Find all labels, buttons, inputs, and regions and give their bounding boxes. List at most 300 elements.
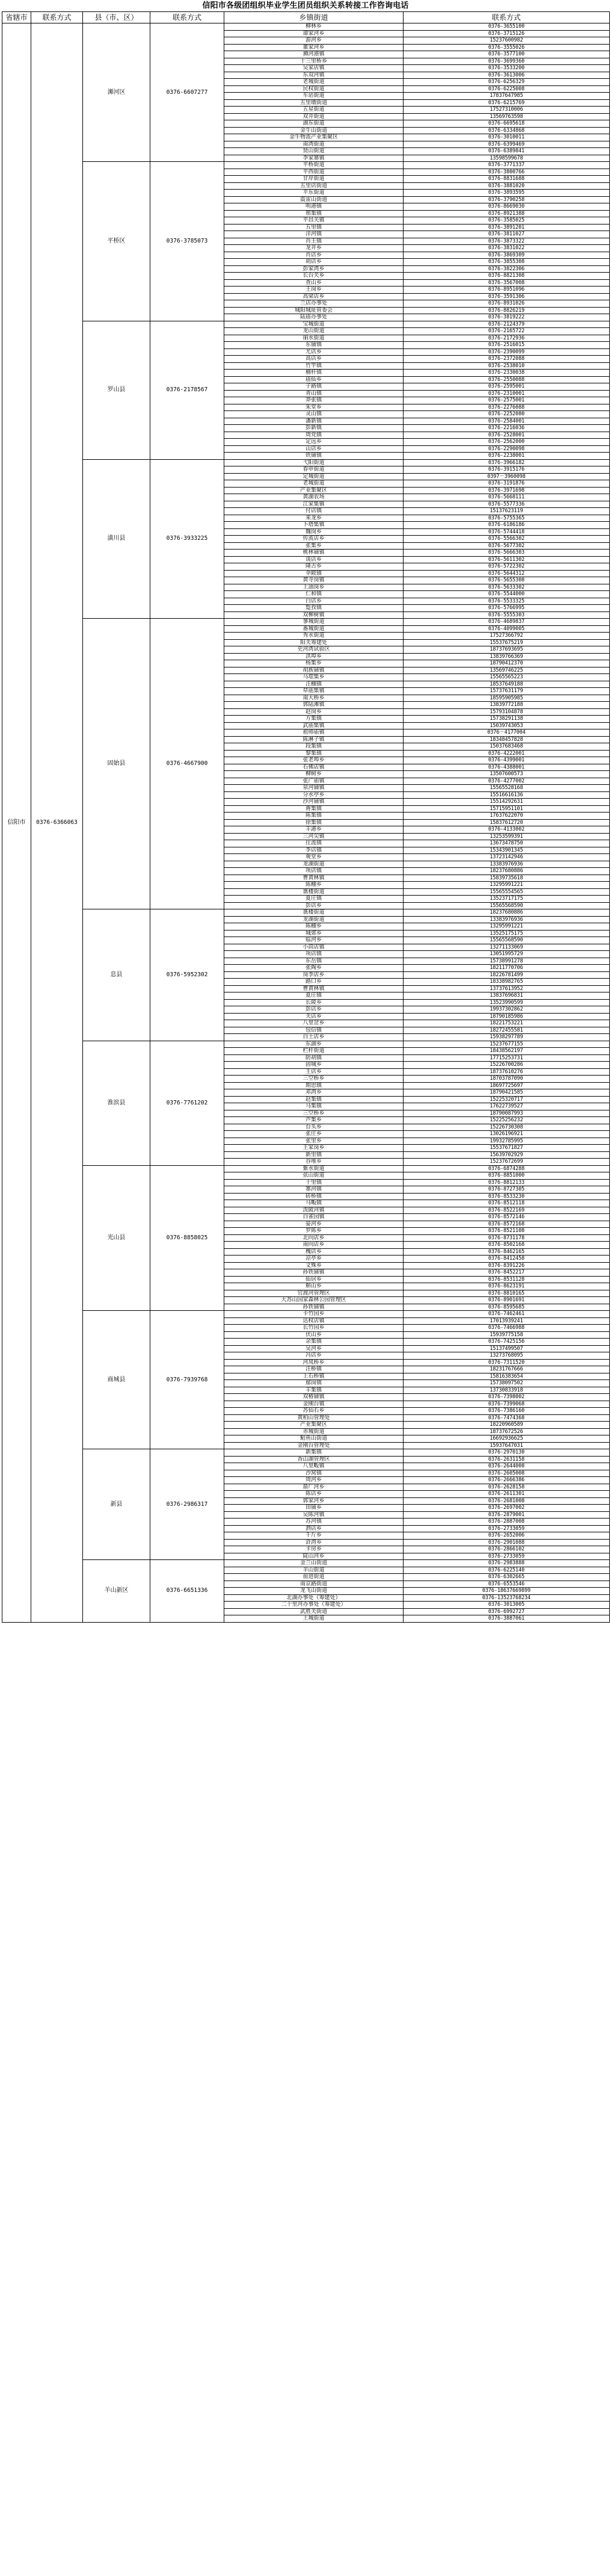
town-phone-cell: 0376-8810165 [404, 1290, 610, 1297]
town-phone-cell: 0376-4388001 [404, 764, 610, 771]
town-phone-cell: 0376-3869309 [404, 252, 610, 259]
town-name-cell: 余集镇 [224, 1339, 404, 1346]
town-name-cell: 五星街道 [224, 107, 404, 114]
town-phone-cell: 0376-2605008 [404, 1470, 610, 1477]
town-name-cell: 伞陂镇 [224, 570, 404, 577]
county-name-cell: 固始县 [83, 619, 150, 909]
town-name-cell: 金牛山街道 [224, 127, 404, 134]
town-name-cell: 吴陈河镇 [224, 1511, 404, 1519]
town-name-cell: 曹黄林镇 [224, 875, 404, 882]
town-phone-cell: 0376-2562000 [404, 439, 610, 446]
town-name-cell: 临河乡 [224, 937, 404, 944]
town-name-cell: 明港镇 [224, 203, 404, 211]
town-phone-cell: 0376-7462461 [404, 1311, 610, 1318]
town-name-cell: 双井街道 [224, 113, 404, 120]
table-row [2, 1165, 610, 1172]
town-phone-cell: 0376-3800766 [404, 169, 610, 176]
town-name-cell: 田铺乡 [224, 1505, 404, 1512]
town-name-cell: 平西街道 [224, 169, 404, 176]
town-name-cell: 东双河镇 [224, 72, 404, 79]
town-phone-cell: 0376-4277002 [404, 778, 610, 785]
town-name-cell: 金刚台管理处 [224, 1442, 404, 1449]
town-phone-cell: 0376-3613006 [404, 72, 610, 79]
town-name-cell: 陡山河乡 [224, 1553, 404, 1560]
town-phone-cell: 0376-3715126 [404, 30, 610, 37]
town-name-cell: 夏庄镇 [224, 992, 404, 1000]
town-phone-cell: 0376-5544000 [404, 591, 610, 598]
town-name-cell: 桃林铺镇 [224, 550, 404, 557]
town-name-cell: 北湖办事处（筹建处） [224, 1594, 404, 1602]
town-name-cell: 双椿铺镇 [224, 1394, 404, 1401]
town-name-cell: 马集镇 [224, 1103, 404, 1110]
town-name-cell: 潘新镇 [224, 418, 404, 425]
town-name-cell: 张老埠乡 [224, 757, 404, 764]
town-name-cell: 龙湖街道 [224, 916, 404, 923]
town-name-cell: 曹黄林镇 [224, 985, 404, 992]
town-name-cell: 彭新镇 [224, 425, 404, 432]
town-name-cell: 兰店办事处 [224, 300, 404, 308]
town-name-cell: 香山湖管理区 [224, 1456, 404, 1463]
town-name-cell: 传流店乡 [224, 536, 404, 543]
town-phone-cell: 0376-3893595 [404, 190, 610, 197]
town-name-cell: 前进街道 [224, 1574, 404, 1581]
town-phone-cell: 0376-6553546 [404, 1581, 610, 1588]
town-phone-cell: 0376-2390099 [404, 348, 610, 356]
town-name-cell: 晏河乡 [224, 1221, 404, 1228]
town-phone-cell: 19937302862 [404, 1006, 610, 1014]
town-phone-cell: 15939775158 [404, 1331, 610, 1339]
town-name-cell: 防胡镇 [224, 1054, 404, 1062]
town-name-cell: 李店镇 [224, 847, 404, 854]
county-name-cell: 潢川县 [83, 459, 150, 619]
town-name-cell: 沙窝镇 [224, 1470, 404, 1477]
town-name-cell: 黄湖农场 [224, 494, 404, 501]
town-name-cell: 鲇鱼山街道 [224, 1435, 404, 1443]
town-phone-cell: 13673478750 [404, 840, 610, 847]
town-name-cell: 庙仙乡 [224, 376, 404, 383]
town-name-cell: 产业集聚区 [224, 1422, 404, 1429]
town-name-cell: 仁和镇 [224, 591, 404, 598]
town-name-cell: 三空桥乡 [224, 1076, 404, 1083]
town-phone-cell: 0376-3585025 [404, 217, 610, 224]
town-name-cell: 紫水街道 [224, 1165, 404, 1172]
town-phone-cell: 15738291138 [404, 716, 610, 723]
town-name-cell: 宝城街道 [224, 321, 404, 328]
page-title: 信阳市各级团组织毕业学生团员组织关系转接工作咨询电话 [202, 1, 409, 10]
town-phone-cell: 0376-6186186 [404, 522, 610, 529]
town-name-cell: 车站街道 [224, 93, 404, 100]
town-phone-cell: 17837647985 [404, 93, 610, 100]
town-phone-cell: 13383976936 [404, 916, 610, 923]
town-name-cell: 张陶乡 [224, 965, 404, 972]
town-name-cell: 千斤乡 [224, 1532, 404, 1540]
town-name-cell: 河凤桥乡 [224, 1359, 404, 1366]
town-phone-cell: 0376-3855308 [404, 259, 610, 266]
table-row [2, 1311, 610, 1318]
town-phone-cell: 15565565223 [404, 674, 610, 681]
town-name-cell: 段集镇 [224, 743, 404, 751]
town-name-cell: 竹竿镇 [224, 362, 404, 370]
town-name-cell: 卜塔集镇 [224, 522, 404, 529]
town-name-cell: 项店镇 [224, 868, 404, 875]
county-phone-cell: 0376-8858025 [150, 1165, 224, 1311]
town-phone-cell: 18790087993 [404, 1110, 610, 1117]
county-name-cell: 光山县 [83, 1165, 150, 1311]
town-phone-cell: 13523717175 [404, 896, 610, 903]
town-name-cell: 汪棚镇 [224, 681, 404, 688]
town-name-cell: 王家岗乡 [224, 1145, 404, 1152]
town-phone-cell: 0376-2216036 [404, 425, 610, 432]
header-county: 县（市、区） [83, 12, 150, 23]
town-phone-cell: 0376-5722302 [404, 563, 610, 571]
town-phone-cell: 0376-5611302 [404, 556, 610, 563]
town-name-cell: 白雀园镇 [224, 1214, 404, 1221]
town-phone-cell: 18737672526 [404, 1428, 610, 1435]
town-phone-cell: 0376-3966182 [404, 459, 610, 466]
town-phone-cell: 0376-6334868 [404, 127, 610, 134]
town-name-cell: 三河尖镇 [224, 833, 404, 840]
town-name-cell: 长竹园乡 [224, 1325, 404, 1332]
town-name-cell: 陆庙办事处 [224, 314, 404, 321]
town-phone-cell: 0376-8821308 [404, 273, 610, 280]
town-phone-cell: 13383976936 [404, 861, 610, 868]
town-name-cell: 山店乡 [224, 445, 404, 453]
town-phone-cell: 0376-8533230 [404, 1193, 610, 1200]
town-name-cell: 罗陈乡 [224, 1228, 404, 1235]
town-name-cell: 产业集聚区 [224, 487, 404, 494]
town-name-cell: 八里岔乡 [224, 1020, 404, 1027]
town-name-cell: 郭家河乡 [224, 1497, 404, 1505]
town-phone-cell: 0376－4177004 [404, 729, 610, 737]
town-name-cell: 冯店乡 [224, 1352, 404, 1360]
town-phone-cell: 0376-6256329 [404, 79, 610, 86]
town-phone-cell: 0376-2666386 [404, 1477, 610, 1484]
table-row [2, 321, 610, 328]
town-name-cell: 游河乡 [224, 37, 404, 45]
town-name-cell: 达权店镇 [224, 1317, 404, 1325]
town-name-cell: 北向店乡 [224, 1234, 404, 1242]
town-name-cell: 谭家河乡 [224, 30, 404, 37]
county-phone-cell: 0376-7939768 [150, 1311, 224, 1449]
town-name-cell: 洋河镇 [224, 231, 404, 238]
city-phone-cell: 0376-6366063 [31, 23, 83, 1623]
town-phone-cell: 13737613952 [404, 985, 610, 992]
town-phone-cell: 0376-8731178 [404, 1234, 610, 1242]
town-name-cell: 周党镇 [224, 432, 404, 439]
town-name-cell: 彭店乡 [224, 1006, 404, 1014]
town-phone-cell: 13839766369 [404, 653, 610, 660]
town-phone-cell: 0376-8462165 [404, 1248, 610, 1255]
town-phone-cell: 0376-4133002 [404, 826, 610, 834]
town-phone-cell: 0376-8572146 [404, 1214, 610, 1221]
county-name-cell: 羊山新区 [83, 1560, 150, 1623]
town-phone-cell: 0376-5566302 [404, 536, 610, 543]
town-name-cell: 朱堂乡 [224, 404, 404, 411]
town-phone-cell: 18221753221 [404, 1020, 610, 1027]
contact-table [2, 11, 610, 1623]
table-row [2, 23, 610, 31]
town-phone-cell: 18697725697 [404, 1082, 610, 1089]
town-name-cell: 定城街道 [224, 473, 404, 480]
town-phone-cell: 0376-3915176 [404, 466, 610, 474]
town-name-cell: 谈店乡 [224, 556, 404, 563]
town-name-cell: 大苏山国家森林公园管理区 [224, 1297, 404, 1304]
town-phone-cell: 18595905985 [404, 695, 610, 702]
town-phone-cell: 15237600982 [404, 37, 610, 45]
town-phone-cell: 15793104878 [404, 708, 610, 716]
town-phone-cell: 18438562197 [404, 1048, 610, 1055]
town-name-cell: 灵山镇 [224, 411, 404, 418]
header-town-phone: 联系方式 [404, 12, 610, 23]
town-name-cell: 往流镇 [224, 840, 404, 847]
town-phone-cell: 0376-3699360 [404, 58, 610, 65]
town-name-cell: 马堽集乡 [224, 674, 404, 681]
town-phone-cell: 13507600573 [404, 771, 610, 778]
town-phone-cell: 0376-3577100 [404, 51, 610, 58]
town-phone-cell: 15237677155 [404, 1041, 610, 1048]
town-phone-cell: 15837612720 [404, 819, 610, 826]
town-phone-cell: 18237680886 [404, 909, 610, 917]
town-name-cell: 子路镇 [224, 383, 404, 391]
town-phone-cell: 15039743053 [404, 722, 610, 729]
town-phone-cell: 15516616136 [404, 791, 610, 799]
town-name-cell: 三空桥乡 [224, 1110, 404, 1117]
town-phone-cell: 18790185986 [404, 1013, 610, 1020]
town-name-cell: 孙铁铺镇 [224, 1304, 404, 1311]
town-phone-cell: 0376-2290098 [404, 445, 610, 453]
town-name-cell: 蒋集镇 [224, 805, 404, 813]
town-name-cell: 石佛店镇 [224, 764, 404, 771]
town-name-cell: 泗店乡 [224, 1525, 404, 1532]
town-phone-cell: 0376-2697002 [404, 1505, 610, 1512]
town-phone-cell: 18231767666 [404, 1366, 610, 1373]
town-phone-cell: 13273768095 [404, 1352, 610, 1360]
town-name-cell: 伏山乡 [224, 1331, 404, 1339]
town-name-cell: 江家集镇 [224, 501, 404, 508]
town-phone-cell: 0376-2644008 [404, 1463, 610, 1470]
town-name-cell: 铁铺镇 [224, 453, 404, 460]
town-phone-cell: 0376-8727305 [404, 1186, 610, 1194]
town-name-cell: 甘岸街道 [224, 176, 404, 183]
town-phone-cell: 0376-8669030 [404, 203, 610, 211]
header-town: 乡镇街道 [224, 12, 404, 23]
town-phone-cell: 0376-5633302 [404, 584, 610, 591]
town-name-cell: 夏庄镇 [224, 896, 404, 903]
town-phone-cell: 15514292631 [404, 799, 610, 806]
town-phone-cell: 0376-7474368 [404, 1414, 610, 1422]
town-name-cell: 郭陆滩镇 [224, 702, 404, 709]
town-phone-cell: 15537671827 [404, 1145, 610, 1152]
town-name-cell: 青山镇 [224, 390, 404, 397]
county-name-cell: 息县 [83, 909, 150, 1041]
town-phone-cell: 15565568590 [404, 937, 610, 944]
town-phone-cell: 13295991221 [404, 923, 610, 930]
town-name-cell: 上石桥镇 [224, 1373, 404, 1380]
town-phone-cell: 18703787090 [404, 1076, 610, 1083]
county-phone-cell: 0376-3785073 [150, 162, 224, 321]
town-name-cell: 长台关乡 [224, 273, 404, 280]
town-name-cell: 来龙乡 [224, 515, 404, 522]
town-phone-cell: 0376-5555303 [404, 611, 610, 619]
town-name-cell: 徐集镇 [224, 819, 404, 826]
town-name-cell: 龙飞山街道 [224, 1588, 404, 1595]
town-name-cell: 洪埠乡 [224, 653, 404, 660]
header-county-phone: 联系方式 [150, 12, 224, 23]
town-name-cell: 周河乡 [224, 1477, 404, 1484]
town-phone-cell: 15738097502 [404, 1380, 610, 1387]
town-phone-cell: 18211770706 [404, 965, 610, 972]
town-name-cell: 黎集镇 [224, 750, 404, 757]
town-name-cell: 震雷山街道 [224, 196, 404, 203]
town-phone-cell: 0376-4399001 [404, 757, 610, 764]
town-phone-cell: 15137499507 [404, 1345, 610, 1352]
town-name-cell: 栏杆街道 [224, 1048, 404, 1055]
town-name-cell: 秀水街道 [224, 633, 404, 640]
town-name-cell: 孙铁铺镇 [224, 1269, 404, 1277]
town-name-cell: 泼陂河镇 [224, 1207, 404, 1214]
town-phone-cell: 0376-4689837 [404, 619, 610, 626]
town-name-cell: 浒湾乡 [224, 1539, 404, 1546]
town-phone-cell: 0376-8595685 [404, 1304, 610, 1311]
county-phone-cell: 0376-6607277 [150, 23, 224, 162]
town-phone-cell: 15137623119 [404, 508, 610, 515]
town-name-cell: 金刚台镇 [224, 1401, 404, 1408]
town-phone-cell: 13569746225 [404, 667, 610, 674]
town-phone-cell: 0376-8572168 [404, 1221, 610, 1228]
town-phone-cell: 0376-8831688 [404, 176, 610, 183]
town-phone-cell: 0376-6225140 [404, 1567, 610, 1574]
town-phone-cell: 13723142946 [404, 854, 610, 861]
town-name-cell: 东岳镇 [224, 958, 404, 965]
town-name-cell: 张集乡 [224, 542, 404, 550]
town-name-cell: 长陵乡 [224, 999, 404, 1006]
town-phone-cell: 15226700286 [404, 1062, 610, 1069]
town-phone-cell: 13253599391 [404, 833, 610, 840]
town-name-cell: 方集镇 [224, 716, 404, 723]
town-phone-cell: 0376-2172936 [404, 335, 610, 342]
town-name-cell: 苏仙石乡 [224, 1408, 404, 1415]
town-phone-cell: 15715951101 [404, 805, 610, 813]
town-name-cell: 龙湖街道 [224, 861, 404, 868]
town-name-cell: 十里镇 [224, 1179, 404, 1186]
town-name-cell: 五里店街道 [224, 182, 404, 190]
town-name-cell: 卡房乡 [224, 1546, 404, 1553]
town-phone-cell: 0376-8391226 [404, 1262, 610, 1269]
town-phone-cell: 0376-2276088 [404, 404, 610, 411]
town-phone-cell: 0376-8623191 [404, 1283, 610, 1290]
town-name-cell: 柳林乡 [224, 23, 404, 31]
town-phone-cell: 0376-8851000 [404, 1172, 610, 1180]
town-name-cell: 草庙集镇 [224, 688, 404, 695]
county-name-cell: 商城县 [83, 1311, 150, 1449]
town-name-cell: 赵集镇 [224, 1096, 404, 1103]
town-name-cell: 邢集镇 [224, 210, 404, 217]
town-phone-cell: 0376-2733059 [404, 1525, 610, 1532]
town-phone-cell: 0376-5668111 [404, 494, 610, 501]
town-phone-cell: 0376-2652006 [404, 1532, 610, 1540]
town-phone-cell: 18272455581 [404, 1027, 610, 1034]
town-phone-cell: 13523990599 [404, 999, 610, 1006]
town-name-cell: 新集镇 [224, 1449, 404, 1457]
town-phone-cell: 0376-3831022 [404, 245, 610, 252]
town-name-cell: 泉河铺镇 [224, 785, 404, 792]
town-phone-cell: 0376-3013005 [404, 1602, 610, 1609]
town-phone-cell: 13839772188 [404, 702, 610, 709]
town-name-cell: 踅孜镇 [224, 605, 404, 612]
town-name-cell: 八里畈镇 [224, 1463, 404, 1470]
town-phone-cell: 18348457828 [404, 736, 610, 743]
town-phone-cell: 0376-3555026 [404, 44, 610, 51]
town-name-cell: 丽水街道 [224, 335, 404, 342]
town-name-cell: 岗李店乡 [224, 971, 404, 979]
town-name-cell: 吴家店镇 [224, 65, 404, 72]
town-phone-cell: 0376-4099005 [404, 625, 610, 633]
town-phone-cell: 0376-2538010 [404, 362, 610, 370]
town-name-cell: 张广庙镇 [224, 778, 404, 785]
town-name-cell: 谯楼街道 [224, 909, 404, 917]
town-phone-cell: 0376-5677302 [404, 542, 610, 550]
town-name-cell: 龙井乡 [224, 245, 404, 252]
town-name-cell: 官渡河管理区 [224, 1290, 404, 1297]
town-phone-cell: 0397－3960098 [404, 473, 610, 480]
town-name-cell: 包信镇 [224, 1027, 404, 1034]
town-phone-cell: 0376-3811027 [404, 231, 610, 238]
town-phone-cell: 0376-6302665 [404, 1574, 610, 1581]
town-phone-cell: 0376-2252080 [404, 411, 610, 418]
town-phone-cell: 0376-2124379 [404, 321, 610, 328]
town-phone-cell: 0376-3971698 [404, 487, 610, 494]
county-name-cell: 平桥区 [83, 162, 150, 321]
town-phone-cell: 18237680886 [404, 868, 610, 875]
town-name-cell: 高店乡 [224, 356, 404, 363]
table-row [2, 162, 610, 169]
town-name-cell: 老城街道 [224, 79, 404, 86]
town-phone-cell: 0376-2595001 [404, 383, 610, 391]
town-name-cell: 查山乡 [224, 279, 404, 286]
town-phone-cell: 0376-5666303 [404, 550, 610, 557]
town-name-cell: 黄柏山管理处 [224, 1414, 404, 1422]
town-phone-cell: 0376-6874288 [404, 1165, 610, 1172]
town-phone-cell: 0376-3591306 [404, 293, 610, 300]
town-phone-cell: 13730833918 [404, 1387, 610, 1394]
town-phone-cell: 0376-7398002 [404, 1394, 610, 1401]
table-row [2, 459, 610, 466]
town-phone-cell: 0376-2165722 [404, 328, 610, 335]
table-row [2, 1560, 610, 1567]
town-phone-cell: 0376-3010011 [404, 134, 610, 141]
town-phone-cell: 0376-2575001 [404, 397, 610, 404]
town-phone-cell: 0376-2681008 [404, 1497, 610, 1505]
town-phone-cell: 15537675219 [404, 639, 610, 646]
county-phone-cell: 0376-5952302 [150, 909, 224, 1041]
town-name-cell: 马畈镇 [224, 1200, 404, 1207]
town-phone-cell: 15738991278 [404, 958, 610, 965]
town-phone-cell: 15226730308 [404, 1124, 610, 1131]
town-name-cell: 吴河乡 [224, 1345, 404, 1352]
town-phone-cell: 0376-7386160 [404, 1408, 610, 1415]
town-name-cell: 苏河镇 [224, 1519, 404, 1526]
town-phone-cell: 0376-5577336 [404, 501, 610, 508]
town-phone-cell: 13051995729 [404, 951, 610, 958]
town-phone-cell: 13525175175 [404, 930, 610, 937]
town-name-cell: 民权街道 [224, 85, 404, 93]
county-name-cell: 浉河区 [83, 23, 150, 162]
town-phone-cell: 0376-8502168 [404, 1242, 610, 1249]
table-row [2, 909, 610, 917]
town-name-cell: 胡族铺镇 [224, 667, 404, 674]
town-name-cell: 平桥街道 [224, 162, 404, 169]
town-name-cell: 金牛物流产业集聚区 [224, 134, 404, 141]
